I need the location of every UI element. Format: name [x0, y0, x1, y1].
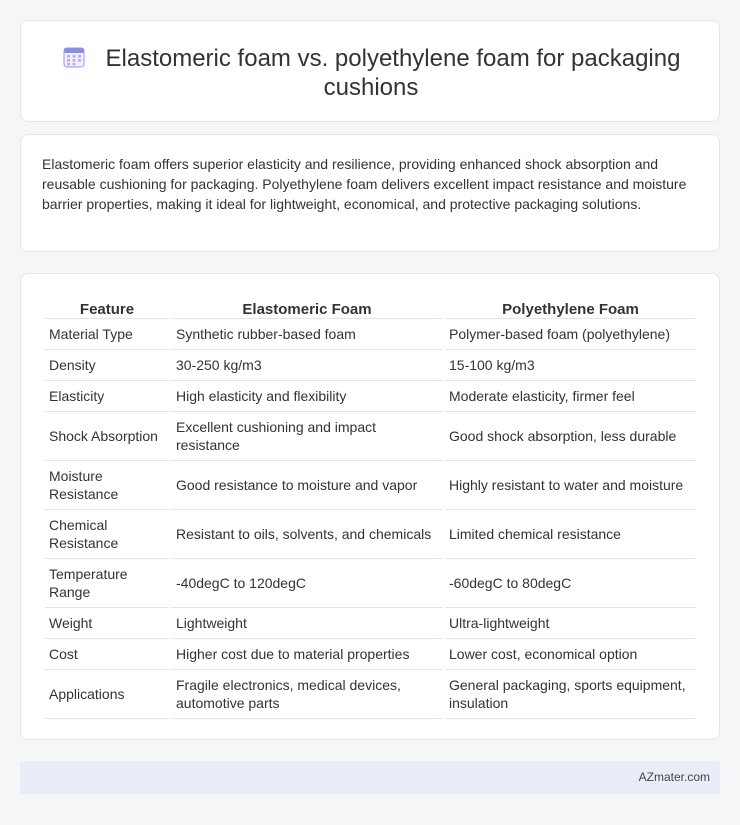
- comparison-card: [20, 273, 720, 740]
- feature-cell: Moisture Resistance: [45, 461, 169, 510]
- footer-bar: [20, 761, 720, 794]
- header-elastomeric: Elastomeric Foam: [172, 294, 442, 319]
- feature-cell: Shock Absorption: [45, 412, 169, 461]
- table-row: [45, 350, 696, 381]
- elastomeric-cell: Fragile electronics, medical devices, automotive parts: [172, 670, 442, 719]
- elastomeric-cell: Synthetic rubber-based foam: [172, 319, 442, 350]
- polyethylene-cell: -60degC to 80degC: [445, 559, 696, 608]
- header-polyethylene: Polyethylene Foam: [445, 294, 696, 319]
- feature-cell: Cost: [45, 639, 169, 670]
- feature-cell: Chemical Resistance: [45, 510, 169, 559]
- elastomeric-cell: High elasticity and flexibility: [172, 381, 442, 412]
- table-row: [45, 319, 696, 350]
- elastomeric-cell: Excellent cushioning and impact resistance: [172, 412, 442, 461]
- polyethylene-cell: General packaging, sports equipment, insulation: [445, 670, 696, 719]
- polyethylene-cell: Good shock absorption, less durable: [445, 412, 696, 461]
- table-row: [45, 412, 696, 461]
- page-title-text: Elastomeric foam vs. polyethylene foam for packaging cushions: [105, 45, 681, 101]
- table-row: [45, 639, 696, 670]
- polyethylene-cell: Limited chemical resistance: [445, 510, 696, 559]
- feature-cell: Temperature Range: [45, 559, 169, 608]
- table-row: [45, 670, 696, 719]
- polyethylene-cell: Moderate elasticity, firmer feel: [445, 381, 696, 412]
- feature-cell: Density: [45, 350, 169, 381]
- comparison-table: [42, 294, 699, 719]
- table-header-row: [45, 294, 696, 319]
- polyethylene-cell: 15-100 kg/m3: [445, 350, 696, 381]
- elastomeric-cell: Good resistance to moisture and vapor: [172, 461, 442, 510]
- polyethylene-cell: Lower cost, economical option: [445, 639, 696, 670]
- footer-brand: AZmater.com: [638, 770, 710, 784]
- page-title: [21, 44, 721, 102]
- elastomeric-cell: Lightweight: [172, 608, 442, 639]
- table-row: [45, 510, 696, 559]
- elastomeric-cell: Higher cost due to material properties: [172, 639, 442, 670]
- feature-cell: Material Type: [45, 319, 169, 350]
- intro-card: [20, 134, 720, 252]
- elastomeric-cell: 30-250 kg/m3: [172, 350, 442, 381]
- table-row: [45, 608, 696, 639]
- feature-cell: Elasticity: [45, 381, 169, 412]
- intro-paragraph: Elastomeric foam offers superior elasticity and resilience, providing enhanced shock absorption and reusable cushioning for packaging. Polyethylene foam delivers excellent impact resistance and moisture barrier properties, making it ideal for lightweight, economical, and protective packaging solutions.: [42, 156, 687, 212]
- table-row: [45, 461, 696, 510]
- elastomeric-cell: Resistant to oils, solvents, and chemicals: [172, 510, 442, 559]
- elastomeric-cell: -40degC to 120degC: [172, 559, 442, 608]
- title-card: [20, 20, 720, 122]
- header-feature: Feature: [45, 294, 169, 319]
- polyethylene-cell: Highly resistant to water and moisture: [445, 461, 696, 510]
- polyethylene-cell: Polymer-based foam (polyethylene): [445, 319, 696, 350]
- polyethylene-cell: Ultra-lightweight: [445, 608, 696, 639]
- table-row: [45, 559, 696, 608]
- feature-cell: Applications: [45, 670, 169, 719]
- table-row: [45, 381, 696, 412]
- feature-cell: Weight: [45, 608, 169, 639]
- calendar-icon: [62, 45, 86, 69]
